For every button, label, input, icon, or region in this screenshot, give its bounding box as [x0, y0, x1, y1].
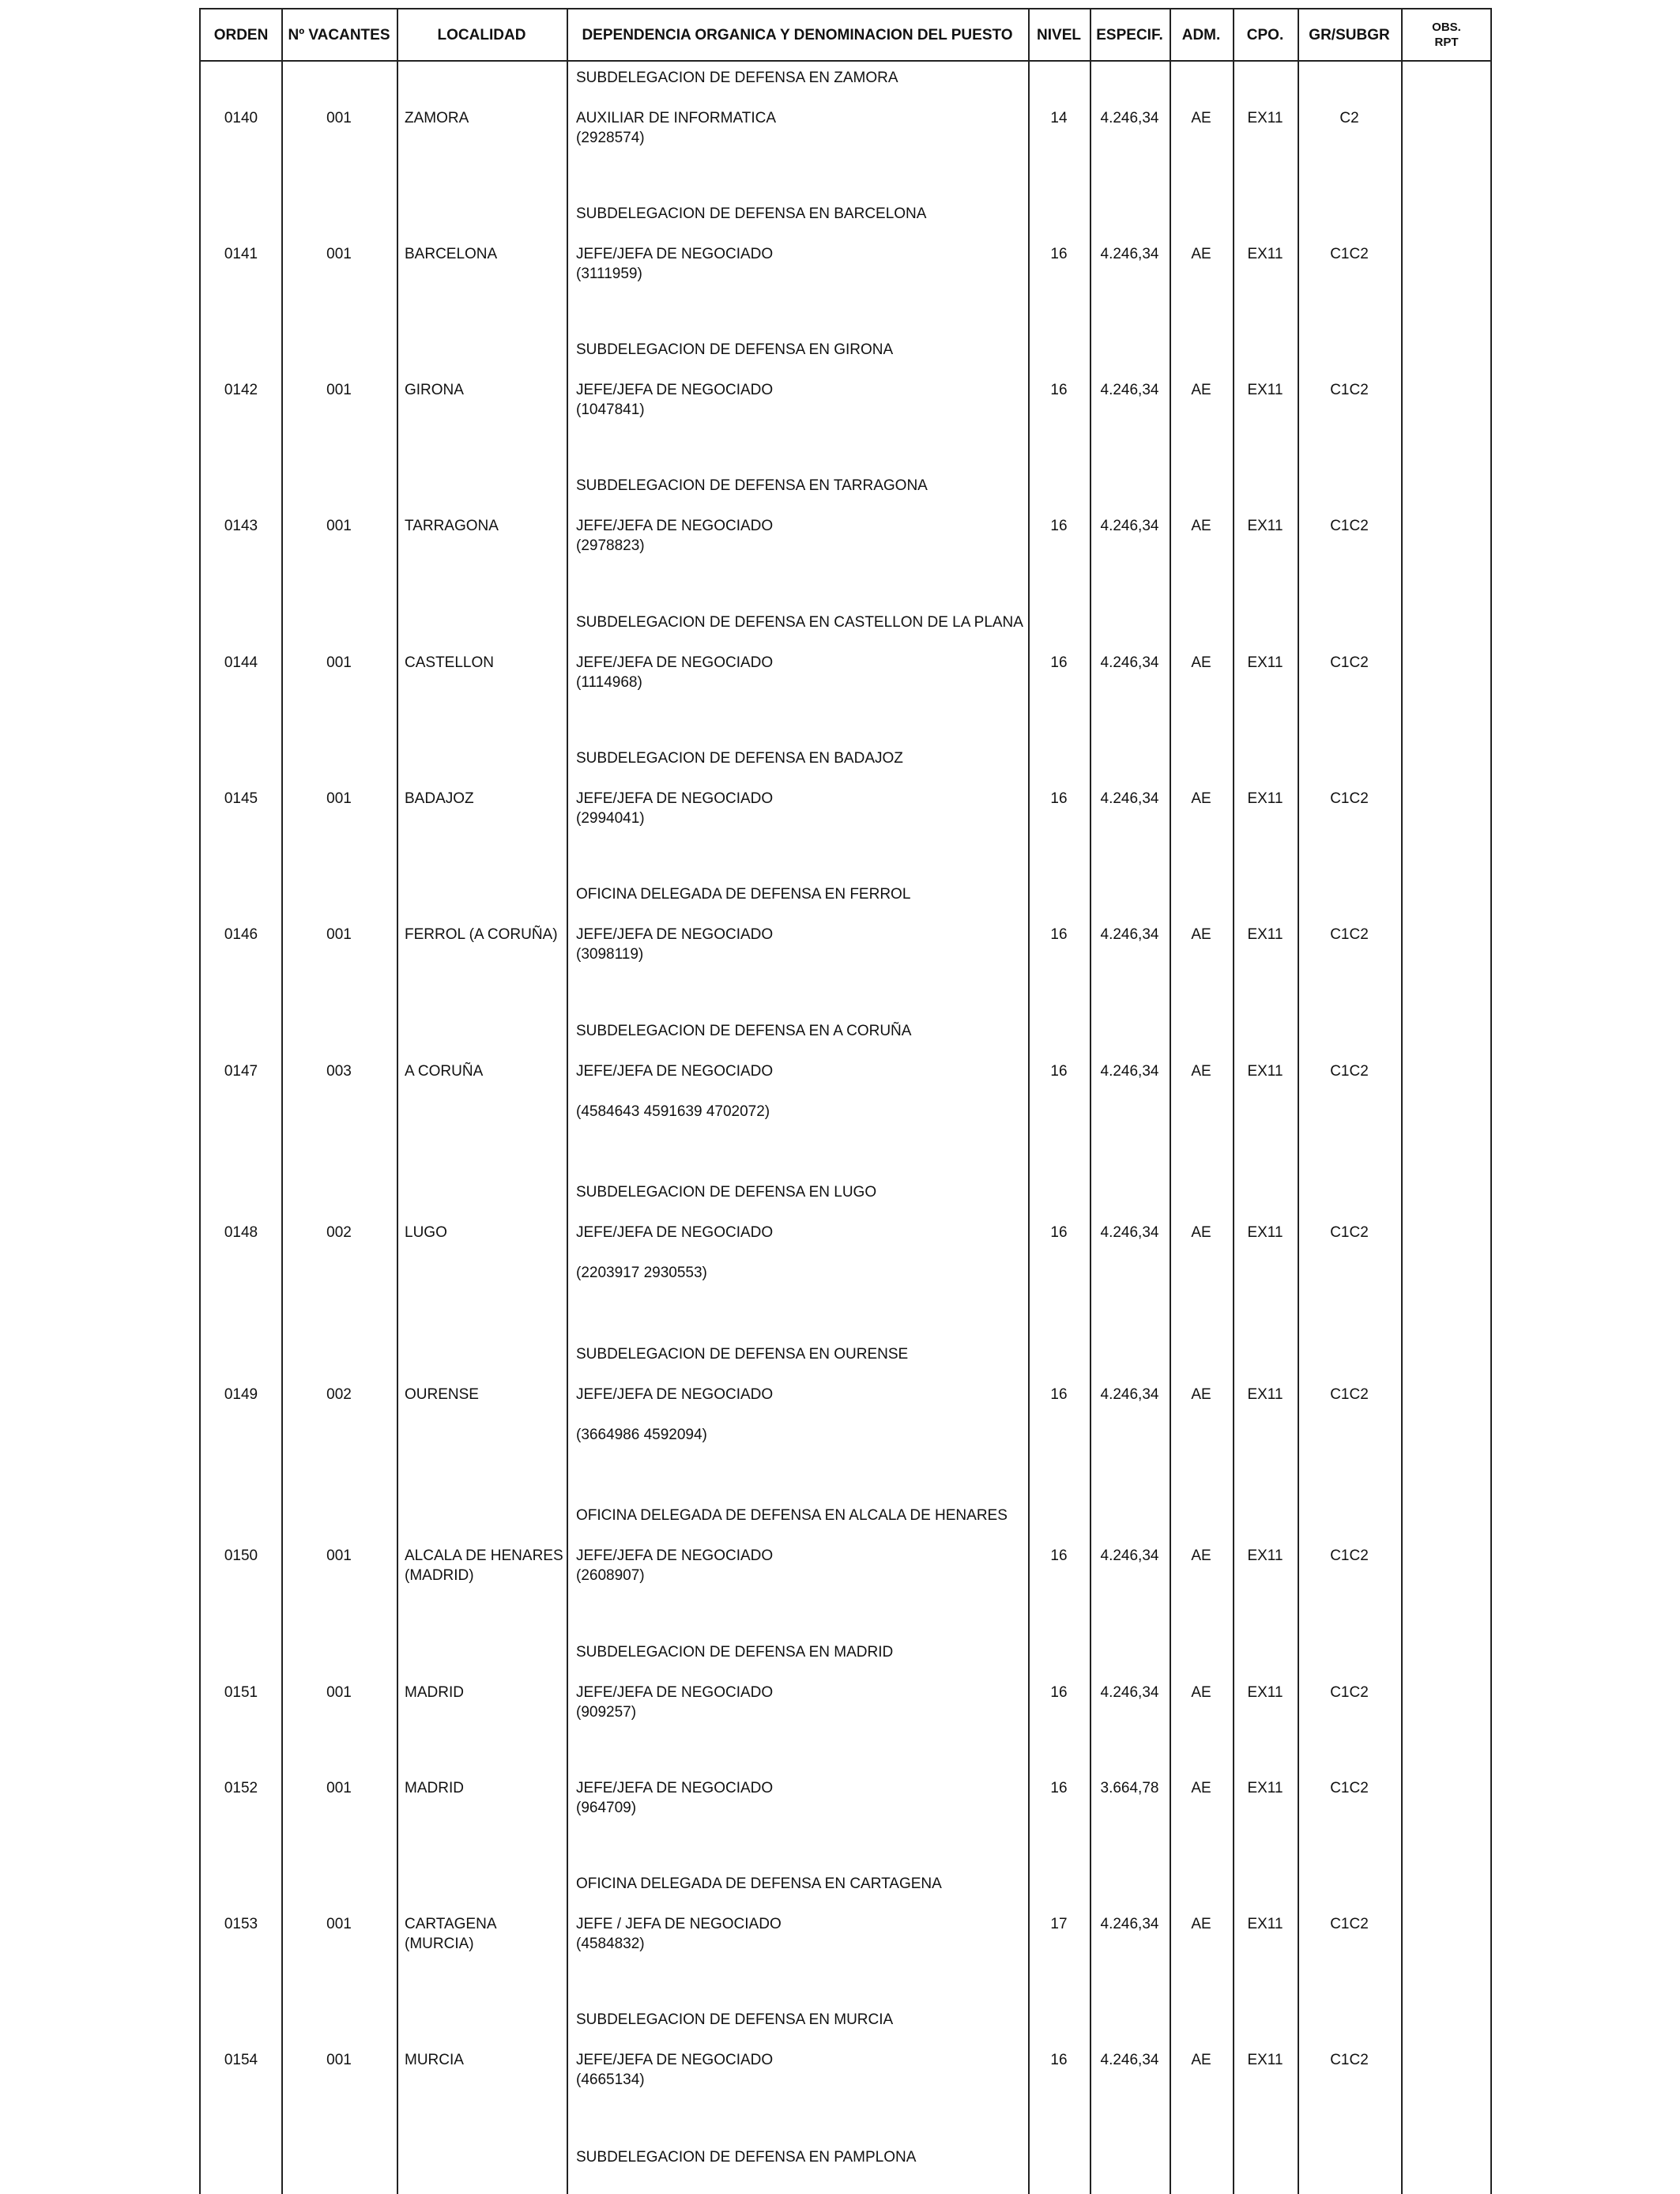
- adm-cell: AE: [1191, 1684, 1211, 1701]
- cpo-cell: EX11: [1247, 246, 1283, 262]
- vacantes-cell: 001: [326, 110, 352, 126]
- codigo-text: (2978823): [576, 537, 645, 554]
- cpo-cell: EX11: [1247, 382, 1283, 398]
- localidad-cell: LUGO: [405, 1224, 447, 1241]
- orden-cell: 0154: [224, 2052, 258, 2068]
- puesto-text: JEFE/JEFA DE NEGOCIADO: [576, 1386, 774, 1403]
- nivel-cell: 16: [1050, 1684, 1068, 1701]
- grupo-cell: C1C2: [1330, 246, 1369, 262]
- cpo-cell: EX11: [1247, 2052, 1283, 2068]
- vacantes-cell: 003: [326, 1063, 352, 1080]
- localidad-cell: ALCALA DE HENARES: [405, 1547, 563, 1564]
- grupo-cell: C1C2: [1330, 1063, 1369, 1080]
- cpo-cell: EX11: [1247, 1386, 1283, 1403]
- puesto-text: JEFE/JEFA DE NEGOCIADO: [576, 926, 774, 943]
- grupo-cell: C1C2: [1330, 382, 1369, 398]
- nivel-cell: 16: [1050, 654, 1068, 671]
- adm-cell: AE: [1191, 518, 1211, 534]
- codigo-text: (3111959): [576, 266, 642, 282]
- vacantes-cell: 002: [326, 1386, 352, 1403]
- codigo-text: (909257): [576, 1704, 637, 1721]
- puesto-text: JEFE/JEFA DE NEGOCIADO: [576, 1547, 774, 1564]
- orden-cell: 0143: [224, 518, 258, 534]
- header-dependencia: DEPENDENCIA ORGANICA Y DENOMINACION DEL PUESTO: [582, 26, 1013, 43]
- nivel-cell: 16: [1050, 790, 1068, 807]
- header-localidad: LOCALIDAD: [437, 26, 526, 43]
- localidad-cell: TARRAGONA: [405, 518, 499, 534]
- puesto-text: JEFE/JEFA DE NEGOCIADO: [576, 1224, 774, 1241]
- codigo-text: (4665134): [576, 2071, 645, 2088]
- vacantes-cell: 001: [326, 1684, 352, 1701]
- localidad-cell: MADRID: [405, 1780, 464, 1796]
- grupo-cell: C1C2: [1330, 1547, 1369, 1564]
- localidad-cell: BARCELONA: [405, 246, 498, 262]
- header-orden: ORDEN: [213, 26, 269, 43]
- localidad-cell: GIRONA: [405, 382, 464, 398]
- puesto-text: JEFE/JEFA DE NEGOCIADO: [576, 246, 774, 262]
- codigo-text: (3098119): [576, 946, 644, 963]
- header-grupo: GR/SUBGR: [1309, 26, 1390, 43]
- cpo-cell: EX11: [1247, 1063, 1283, 1080]
- nivel-cell: 14: [1050, 110, 1068, 126]
- localidad-cell: A CORUÑA: [405, 1063, 484, 1080]
- dependencia-text: SUBDELEGACION DE DEFENSA EN MURCIA: [576, 2011, 894, 2028]
- adm-cell: AE: [1191, 1547, 1211, 1564]
- cpo-cell: EX11: [1247, 654, 1283, 671]
- localidad-cell: CASTELLON: [405, 654, 494, 671]
- especif-cell: 4.246,34: [1100, 1684, 1159, 1701]
- orden-cell: 0152: [224, 1780, 258, 1796]
- grupo-cell: C1C2: [1330, 1684, 1369, 1701]
- nivel-cell: 16: [1050, 926, 1068, 943]
- especif-cell: 4.246,34: [1100, 790, 1159, 807]
- orden-cell: 0150: [224, 1547, 258, 1564]
- dependencia-text: SUBDELEGACION DE DEFENSA EN BARCELONA: [576, 205, 927, 222]
- nivel-cell: 16: [1050, 382, 1068, 398]
- column-divider: [1028, 9, 1030, 2194]
- orden-cell: 0148: [224, 1224, 258, 1241]
- cpo-cell: EX11: [1247, 1224, 1283, 1241]
- puesto-text: JEFE/JEFA DE NEGOCIADO: [576, 518, 774, 534]
- orden-cell: 0144: [224, 654, 258, 671]
- especif-cell: 4.246,34: [1100, 2052, 1159, 2068]
- puesto-text: AUXILIAR DE INFORMATICA: [576, 110, 777, 126]
- cpo-cell: EX11: [1247, 1780, 1283, 1796]
- puesto-text: JEFE/JEFA DE NEGOCIADO: [576, 1684, 774, 1701]
- header-rpt: RPT: [1434, 36, 1459, 49]
- dependencia-text: SUBDELEGACION DE DEFENSA EN PAMPLONA: [576, 2149, 917, 2166]
- puesto-text: JEFE/JEFA DE NEGOCIADO: [576, 1780, 774, 1796]
- header-cpo: CPO.: [1246, 26, 1284, 43]
- dependencia-text: SUBDELEGACION DE DEFENSA EN LUGO: [576, 1184, 877, 1201]
- vacantes-cell: 001: [326, 790, 352, 807]
- puesto-text: JEFE/JEFA DE NEGOCIADO: [576, 382, 774, 398]
- puesto-text: JEFE/JEFA DE NEGOCIADO: [576, 2052, 774, 2068]
- cpo-cell: EX11: [1247, 1547, 1283, 1564]
- column-divider: [567, 9, 568, 2194]
- cpo-cell: EX11: [1247, 790, 1283, 807]
- dependencia-text: OFICINA DELEGADA DE DEFENSA EN FERROL: [576, 886, 911, 903]
- vacantes-cell: 001: [326, 2052, 352, 2068]
- orden-cell: 0149: [224, 1386, 258, 1403]
- especif-cell: 4.246,34: [1100, 1547, 1159, 1564]
- dependencia-text: SUBDELEGACION DE DEFENSA EN ZAMORA: [576, 70, 898, 86]
- localidad-cell: MURCIA: [405, 2052, 464, 2068]
- header-adm: ADM.: [1181, 26, 1221, 43]
- nivel-cell: 16: [1050, 1780, 1068, 1796]
- codigo-text: (2928574): [576, 130, 645, 146]
- orden-cell: 0145: [224, 790, 258, 807]
- header-nivel: NIVEL: [1037, 26, 1081, 43]
- vacantes-cell: 001: [326, 654, 352, 671]
- codigo-text: (1047841): [576, 401, 645, 418]
- localidad-cell: OURENSE: [405, 1386, 479, 1403]
- cpo-cell: EX11: [1247, 518, 1283, 534]
- grupo-cell: C1C2: [1330, 1224, 1369, 1241]
- header-vacantes: Nº VACANTES: [288, 26, 390, 43]
- nivel-cell: 16: [1050, 246, 1068, 262]
- orden-cell: 0146: [224, 926, 258, 943]
- column-divider: [281, 9, 283, 2194]
- grupo-cell: C1C2: [1330, 2052, 1369, 2068]
- especif-cell: 4.246,34: [1100, 1224, 1159, 1241]
- positions-table: [199, 8, 1492, 2194]
- especif-cell: 4.246,34: [1100, 654, 1159, 671]
- codigo-text: (4584832): [576, 1936, 645, 1952]
- nivel-cell: 17: [1050, 1916, 1068, 1932]
- nivel-cell: 16: [1050, 1386, 1068, 1403]
- cpo-cell: EX11: [1247, 110, 1283, 126]
- grupo-cell: C1C2: [1330, 1386, 1369, 1403]
- especif-cell: 3.664,78: [1100, 1780, 1159, 1796]
- dependencia-text: SUBDELEGACION DE DEFENSA EN CASTELLON DE LA PLANA: [576, 614, 1023, 631]
- localidad-cell: CARTAGENA: [405, 1916, 497, 1932]
- localidad-cell: (MADRID): [405, 1567, 474, 1584]
- grupo-cell: C1C2: [1330, 1780, 1369, 1796]
- adm-cell: AE: [1191, 1224, 1211, 1241]
- orden-cell: 0142: [224, 382, 258, 398]
- adm-cell: AE: [1191, 246, 1211, 262]
- localidad-cell: ZAMORA: [405, 110, 469, 126]
- dependencia-text: SUBDELEGACION DE DEFENSA EN BADAJOZ: [576, 750, 903, 767]
- localidad-cell: BADAJOZ: [405, 790, 474, 807]
- especif-cell: 4.246,34: [1100, 926, 1159, 943]
- adm-cell: AE: [1191, 790, 1211, 807]
- especif-cell: 4.246,34: [1100, 518, 1159, 534]
- orden-cell: 0151: [224, 1684, 258, 1701]
- especif-cell: 4.246,34: [1100, 1386, 1159, 1403]
- vacantes-cell: 001: [326, 382, 352, 398]
- column-divider: [1233, 9, 1234, 2194]
- dependencia-text: OFICINA DELEGADA DE DEFENSA EN ALCALA DE HENARES: [576, 1507, 1008, 1524]
- codigo-text: (3664986 4592094): [576, 1427, 707, 1443]
- especif-cell: 4.246,34: [1100, 1916, 1159, 1932]
- orden-cell: 0147: [224, 1063, 258, 1080]
- codigo-text: (1114968): [576, 674, 642, 691]
- codigo-text: (4584643 4591639 4702072): [576, 1103, 770, 1120]
- puesto-text: JEFE/JEFA DE NEGOCIADO: [576, 654, 774, 671]
- grupo-cell: C1C2: [1330, 654, 1369, 671]
- vacantes-cell: 001: [326, 1780, 352, 1796]
- grupo-cell: C1C2: [1330, 926, 1369, 943]
- adm-cell: AE: [1191, 2052, 1211, 2068]
- grupo-cell: C1C2: [1330, 518, 1369, 534]
- orden-cell: 0140: [224, 110, 258, 126]
- adm-cell: AE: [1191, 1916, 1211, 1932]
- especif-cell: 4.246,34: [1100, 110, 1159, 126]
- localidad-cell: (MURCIA): [405, 1936, 474, 1952]
- puesto-text: JEFE / JEFA DE NEGOCIADO: [576, 1916, 782, 1932]
- vacantes-cell: 001: [326, 1916, 352, 1932]
- nivel-cell: 16: [1050, 2052, 1068, 2068]
- nivel-cell: 16: [1050, 1547, 1068, 1564]
- dependencia-text: SUBDELEGACION DE DEFENSA EN A CORUÑA: [576, 1023, 912, 1039]
- especif-cell: 4.246,34: [1100, 382, 1159, 398]
- nivel-cell: 16: [1050, 1063, 1068, 1080]
- especif-cell: 4.246,34: [1100, 246, 1159, 262]
- puesto-text: JEFE/JEFA DE NEGOCIADO: [576, 1063, 774, 1080]
- cpo-cell: EX11: [1247, 1916, 1283, 1932]
- adm-cell: AE: [1191, 1386, 1211, 1403]
- grupo-cell: C2: [1339, 110, 1359, 126]
- codigo-text: (2203917 2930553): [576, 1265, 707, 1281]
- adm-cell: AE: [1191, 1780, 1211, 1796]
- vacantes-cell: 001: [326, 518, 352, 534]
- orden-cell: 0153: [224, 1916, 258, 1932]
- grupo-cell: C1C2: [1330, 1916, 1369, 1932]
- column-divider: [1298, 9, 1299, 2194]
- vacantes-cell: 001: [326, 246, 352, 262]
- especif-cell: 4.246,34: [1100, 1063, 1159, 1080]
- vacantes-cell: 001: [326, 926, 352, 943]
- adm-cell: AE: [1191, 382, 1211, 398]
- dependencia-text: SUBDELEGACION DE DEFENSA EN MADRID: [576, 1644, 894, 1661]
- header-obs-rpt: [1401, 9, 1492, 60]
- adm-cell: AE: [1191, 110, 1211, 126]
- header-divider: [201, 60, 1490, 62]
- codigo-text: (964709): [576, 1800, 637, 1816]
- dependencia-text: SUBDELEGACION DE DEFENSA EN TARRAGONA: [576, 477, 928, 494]
- codigo-text: (2608907): [576, 1567, 645, 1584]
- adm-cell: AE: [1191, 926, 1211, 943]
- dependencia-text: OFICINA DELEGADA DE DEFENSA EN CARTAGENA: [576, 1875, 942, 1892]
- nivel-cell: 16: [1050, 1224, 1068, 1241]
- vacantes-cell: 002: [326, 1224, 352, 1241]
- adm-cell: AE: [1191, 654, 1211, 671]
- header-especif: ESPECIF.: [1096, 26, 1163, 43]
- codigo-text: (2994041): [576, 810, 645, 827]
- column-divider: [1401, 9, 1403, 2194]
- column-divider: [1090, 9, 1091, 2194]
- cpo-cell: EX11: [1247, 926, 1283, 943]
- localidad-cell: FERROL (A CORUÑA): [405, 926, 558, 943]
- column-divider: [1170, 9, 1171, 2194]
- orden-cell: 0141: [224, 246, 258, 262]
- dependencia-text: SUBDELEGACION DE DEFENSA EN GIRONA: [576, 341, 894, 358]
- column-divider: [397, 9, 398, 2194]
- puesto-text: JEFE/JEFA DE NEGOCIADO: [576, 790, 774, 807]
- vacantes-cell: 001: [326, 1547, 352, 1564]
- cpo-cell: EX11: [1247, 1684, 1283, 1701]
- header-obs: OBS.: [1432, 21, 1461, 34]
- localidad-cell: MADRID: [405, 1684, 464, 1701]
- adm-cell: AE: [1191, 1063, 1211, 1080]
- nivel-cell: 16: [1050, 518, 1068, 534]
- dependencia-text: SUBDELEGACION DE DEFENSA EN OURENSE: [576, 1346, 909, 1363]
- grupo-cell: C1C2: [1330, 790, 1369, 807]
